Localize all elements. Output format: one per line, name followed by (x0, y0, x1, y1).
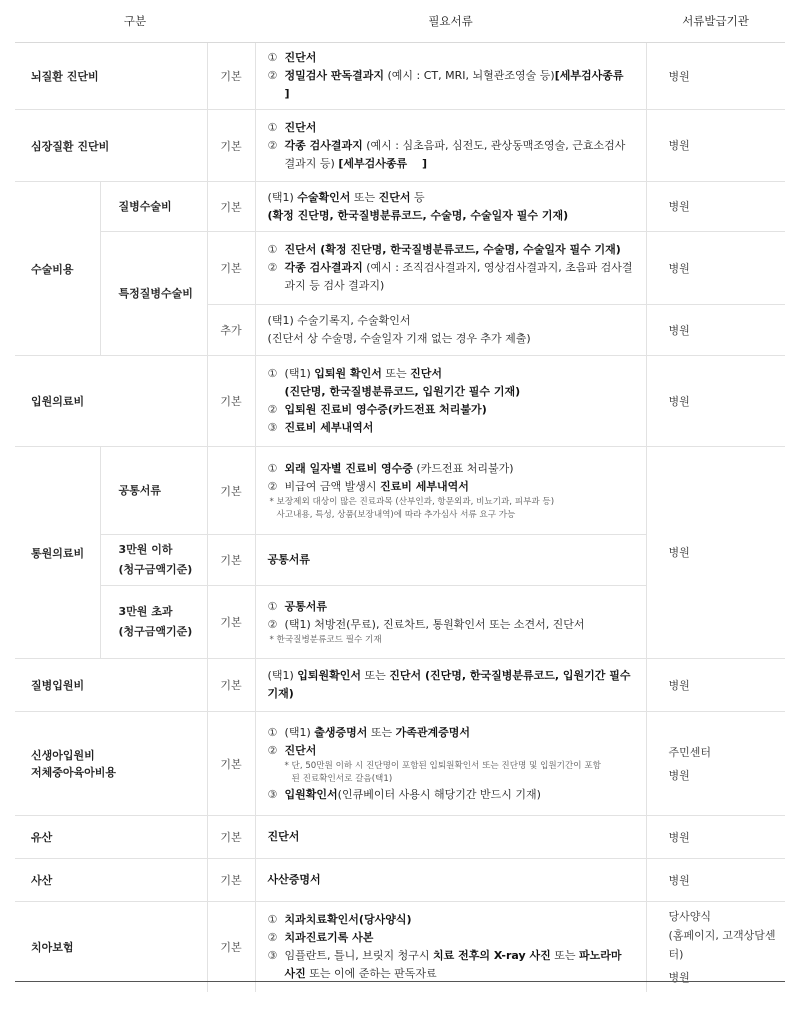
issuer: 주민센터 병원 (646, 712, 785, 816)
category-label: 입원의료비 (15, 356, 207, 447)
header-issuing-institution: 서류발급기관 (646, 0, 785, 43)
required-documents: ① 진단서 ② 각종 검사결과지 (예시 : 심초음파, 심전도, 관상동맥조영술, 근효소검사 결과지 등) [세부검사종류 ] (255, 110, 646, 182)
doc-kind: 기본 (207, 902, 255, 992)
doc-kind: 기본 (207, 659, 255, 712)
doc-kind: 기본 (207, 586, 255, 659)
row-brain-diagnosis (15, 43, 785, 110)
subcategory-label: 공통서류 (100, 447, 207, 535)
required-documents: 사산증명서 (255, 859, 646, 902)
row-outpatient-common (15, 447, 785, 535)
category-label: 사산 (15, 859, 207, 902)
category-label: 치아보험 (15, 902, 207, 992)
required-documents: ① 진단서 (확정 진단명, 한국질병분류코드, 수술명, 수술일자 필수 기재) ② 각종 검사결과지 (예시 : 조직검사결과지, 영상검사결과지, 초음파 검사결과지 등 검사 결과지) (255, 232, 646, 305)
table-bottom-border (15, 981, 785, 982)
row-surgery-disease (15, 182, 785, 232)
doc-kind: 기본 (207, 182, 255, 232)
row-newborn (15, 712, 785, 816)
row-surgery-specific (15, 232, 785, 305)
doc-kind: 기본 (207, 110, 255, 182)
category-label: 뇌질환 진단비 (15, 43, 207, 110)
table-header-row (15, 0, 785, 43)
header-required-documents: 필요서류 (255, 0, 646, 43)
required-documents: ① 진단서 ② 정밀검사 판독결과지 (예시 : CT, MRI, 뇌혈관조영술 등)[세부검사종류 ] (255, 43, 646, 110)
header-category: 구분 (15, 0, 255, 43)
subcategory-label: 3만원 초과 (청구금액기준) (100, 586, 207, 659)
doc-kind: 기본 (207, 447, 255, 535)
subcategory-label: 질병수술비 (100, 182, 207, 232)
category-label: 통원의료비 (15, 447, 100, 659)
doc-kind: 기본 (207, 232, 255, 305)
category-label: 질병입원비 (15, 659, 207, 712)
issuer: 병원 (646, 447, 785, 659)
issuer: 당사양식 (홈페이지, 고객상담센터) 병원 (668, 909, 776, 984)
doc-kind: 기본 (207, 356, 255, 447)
doc-kind: 기본 (207, 43, 255, 110)
issuer: 병원 (646, 182, 785, 232)
row-inpatient (15, 356, 785, 447)
issuer: 병원 (646, 110, 785, 182)
required-documents: ① (택1) 입퇴원 확인서 또는 진단서 (진단명, 한국질병분류코드, 입원기간 필수 기재) ② 입퇴원 진료비 영수증(카드전표 처리불가) ③ 진료비 세부내역서 (255, 356, 646, 447)
issuer: 병원 (646, 305, 785, 356)
required-documents: (택1) 수술확인서 또는 진단서 등 (확정 진단명, 한국질병분류코드, 수술명, 수술일자 필수 기재) (255, 182, 646, 232)
required-documents: ① 치과치료확인서(당사양식) ② 치과진료기록 사본 ③ 임플란트, 틀니, 브릿지 청구시 치료 전후의 X-ray 사진 또는 파노라마 사진 또는 이에 준하는 판독자료 (255, 902, 646, 992)
category-label: 유산 (15, 816, 207, 859)
row-heart-diagnosis (15, 110, 785, 182)
category-label: 심장질환 진단비 (15, 110, 207, 182)
issuer: 병원 (646, 859, 785, 902)
required-documents: (택1) 수술기록지, 수술확인서 (진단서 상 수술명, 수술일자 기재 없는 경우 추가 제출) (255, 305, 646, 356)
doc-kind: 기본 (207, 712, 255, 816)
row-dental (15, 902, 785, 992)
category-label: 신생아입원비 저체중아육아비용 (15, 712, 207, 816)
required-documents: (택1) 입퇴원확인서 또는 진단서 (진단명, 한국질병분류코드, 입원기간 필수 기재) (255, 659, 646, 712)
issuer: 병원 (646, 356, 785, 447)
category-label: 수술비용 (15, 182, 100, 356)
subcategory-label: 3만원 이하 (청구금액기준) (100, 535, 207, 586)
doc-kind: 기본 (207, 816, 255, 859)
claim-documents-table (15, 0, 785, 992)
doc-kind: 추가 (207, 305, 255, 356)
required-documents: ① (택1) 출생증명서 또는 가족관계증명서 ② 진단서 * 단, 50만원 이하 시 진단명이 포함된 입퇴원확인서 또는 진단명 및 입원기간이 포함 된 진료확인서로 갈음(택1) ③ 입원확인서(인큐베이터 사용시 해당기간 반드시 기재) (255, 712, 646, 816)
row-stillbirth (15, 859, 785, 902)
issuer: 병원 (646, 816, 785, 859)
required-documents: ① 공통서류 ② (택1) 처방전(무료), 진료차트, 통원확인서 또는 소견서, 진단서 * 한국질병분류코드 필수 기재 (255, 586, 646, 659)
required-documents: 진단서 (255, 816, 646, 859)
issuer: 병원 (646, 659, 785, 712)
required-documents: ① 외래 일자별 진료비 영수증 (카드전표 처리불가) ② 비급여 금액 발생시 진료비 세부내역서 * 보장제외 대상이 많은 진료과목 (산부인과, 항문외과, 비뇨기과, 피부과 등) 사고내용, 특성, 상품(보장내역)에 따라 추가심사 서류 요구 가능 (255, 447, 646, 535)
issuer: 병원 (646, 232, 785, 305)
issuer: 병원 (646, 43, 785, 110)
row-miscarriage (15, 816, 785, 859)
row-disease-daily (15, 659, 785, 712)
doc-kind: 기본 (207, 535, 255, 586)
subcategory-label: 특정질병수술비 (100, 232, 207, 356)
required-documents: 공통서류 (255, 535, 646, 586)
doc-kind: 기본 (207, 859, 255, 902)
